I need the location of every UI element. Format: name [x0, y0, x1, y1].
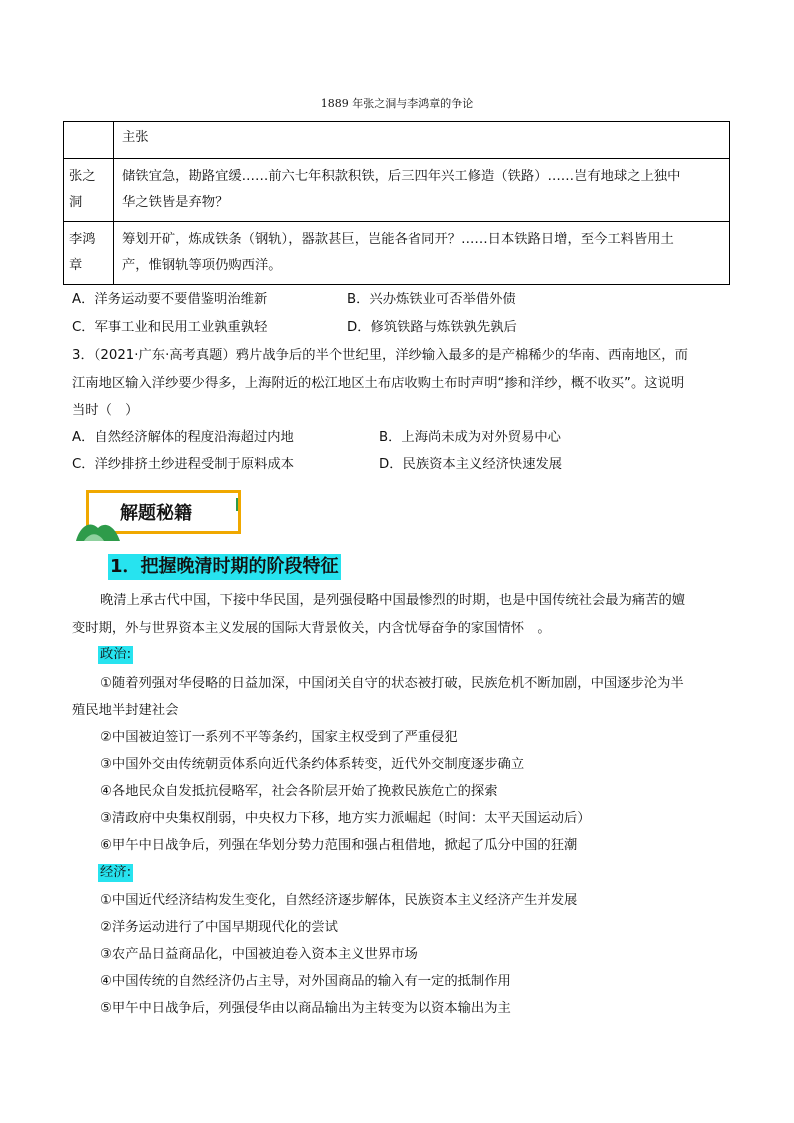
table-row — [64, 222, 730, 285]
politics-item: 殖民地半封建社会 — [72, 703, 179, 718]
politics-item: ③清政府中央集权削弱，中央权力下移，地方实力派崛起（时间：太平天国运动后） — [100, 811, 591, 826]
q3-line: 当时（ ） — [72, 403, 139, 418]
name-line: 张之 — [69, 169, 96, 184]
text-line: 产，惟钢轨等项仍购西洋。 — [122, 258, 282, 273]
banner-title: 解题秘籍 — [120, 503, 192, 524]
q3-option-a: A．自然经济解体的程度沿海超过内地 — [72, 430, 294, 445]
politics-item: ④各地民众自发抵抗侵略军，社会各阶层开始了挽救民族危亡的探索 — [100, 784, 498, 799]
text-line: 华之铁皆是弃物？ — [122, 195, 229, 210]
table-header-row — [64, 122, 730, 159]
section-heading: 1．把握晚清时期的阶段特征 — [108, 554, 341, 580]
table-row — [64, 159, 730, 222]
table-text-cell — [114, 159, 730, 222]
table-header-cell: 主张 — [114, 122, 730, 159]
name-line: 李鸿 — [69, 232, 96, 247]
table-name-cell — [64, 159, 114, 222]
q3-option-c: C．洋纱排挤土纱进程受制于原料成本 — [72, 457, 295, 472]
q2-option-a: A．洋务运动要不要借鉴明治维新 — [72, 292, 268, 307]
economy-item: ①中国近代经济结构发生变化，自然经济逐步解体，民族资本主义经济产生并发展 — [100, 893, 578, 908]
politics-item: ①随着列强对华侵略的日益加深，中国闭关自守的状态被打破，民族危机不断加剧，中国逐步沦为半 — [100, 676, 684, 691]
q2-option-d: D．修筑铁路与炼铁孰先孰后 — [347, 320, 517, 335]
politics-item: ②中国被迫签订一系列不平等条约，国家主权受到了严重侵犯 — [100, 730, 458, 745]
q3-line: 3．（2021·广东·高考真题）鸦片战争后的半个世纪里，洋纱输入最多的是产棉稀少的华南、西南地区，而 — [72, 348, 688, 363]
q3-stem — [72, 342, 732, 425]
intro-line: 晚清上承古代中国，下接中华民国，是列强侵略中国最惨烈的时期，也是中国传统社会最为痛苦的嬗 — [100, 593, 686, 608]
q2-option-b: B．兴办炼铁业可否举借外债 — [347, 292, 516, 307]
table-caption: 1889 年张之洞与李鸿章的争论 — [320, 97, 474, 110]
table-text-cell — [114, 222, 730, 285]
economy-item: ③农产品日益商品化，中国被迫卷入资本主义世界市场 — [100, 947, 418, 962]
economy-item: ⑤甲午中日战争后，列强侵华由以商品输出为主转变为以资本输出为主 — [100, 1001, 511, 1016]
name-line: 章 — [69, 258, 83, 273]
economy-item: ④中国传统的自然经济仍占主导，对外国商品的输入有一定的抵制作用 — [100, 974, 511, 989]
green-hills-icon — [74, 516, 122, 542]
table-header-empty-cell — [64, 122, 114, 159]
q3-option-b: B．上海尚未成为对外贸易中心 — [379, 430, 561, 445]
debate-table — [63, 121, 730, 285]
name-line: 洞 — [69, 195, 83, 210]
banner-accent-mark — [236, 498, 238, 511]
text-line: 筹划开矿，炼成铁条（钢轨），器款甚巨，岂能各省同开？……日本铁路日增，至今工料皆用土 — [122, 232, 674, 247]
politics-label: 政治: — [100, 647, 132, 662]
table-name-cell — [64, 222, 114, 285]
intro-line: 变时期，外与世界资本主义发展的国际大背景攸关，内含忧辱奋争的家国情怀 。 — [72, 621, 551, 636]
economy-item: ②洋务运动进行了中国早期现代化的尝试 — [100, 920, 338, 935]
q2-option-c: C．军事工业和民用工业孰重孰轻 — [72, 320, 268, 335]
politics-item: ③中国外交由传统朝贡体系向近代条约体系转变，近代外交制度逐步确立 — [100, 757, 525, 772]
economy-label: 经济: — [100, 865, 132, 880]
q3-option-d: D．民族资本主义经济快速发展 — [379, 457, 563, 472]
text-line: 储铁宜急，勘路宜缓……前六七年积款积铁，后三四年兴工修造（铁路）……岂有地球之上独中 — [122, 169, 681, 184]
q3-line: 江南地区输入洋纱要少得多，上海附近的松江地区土布店收购土布时声明“掺和洋纱，概不收买”。这说明 — [72, 375, 685, 391]
politics-item: ⑥甲午中日战争后，列强在华划分势力范围和强占租借地，掀起了瓜分中国的狂潮 — [100, 838, 578, 853]
